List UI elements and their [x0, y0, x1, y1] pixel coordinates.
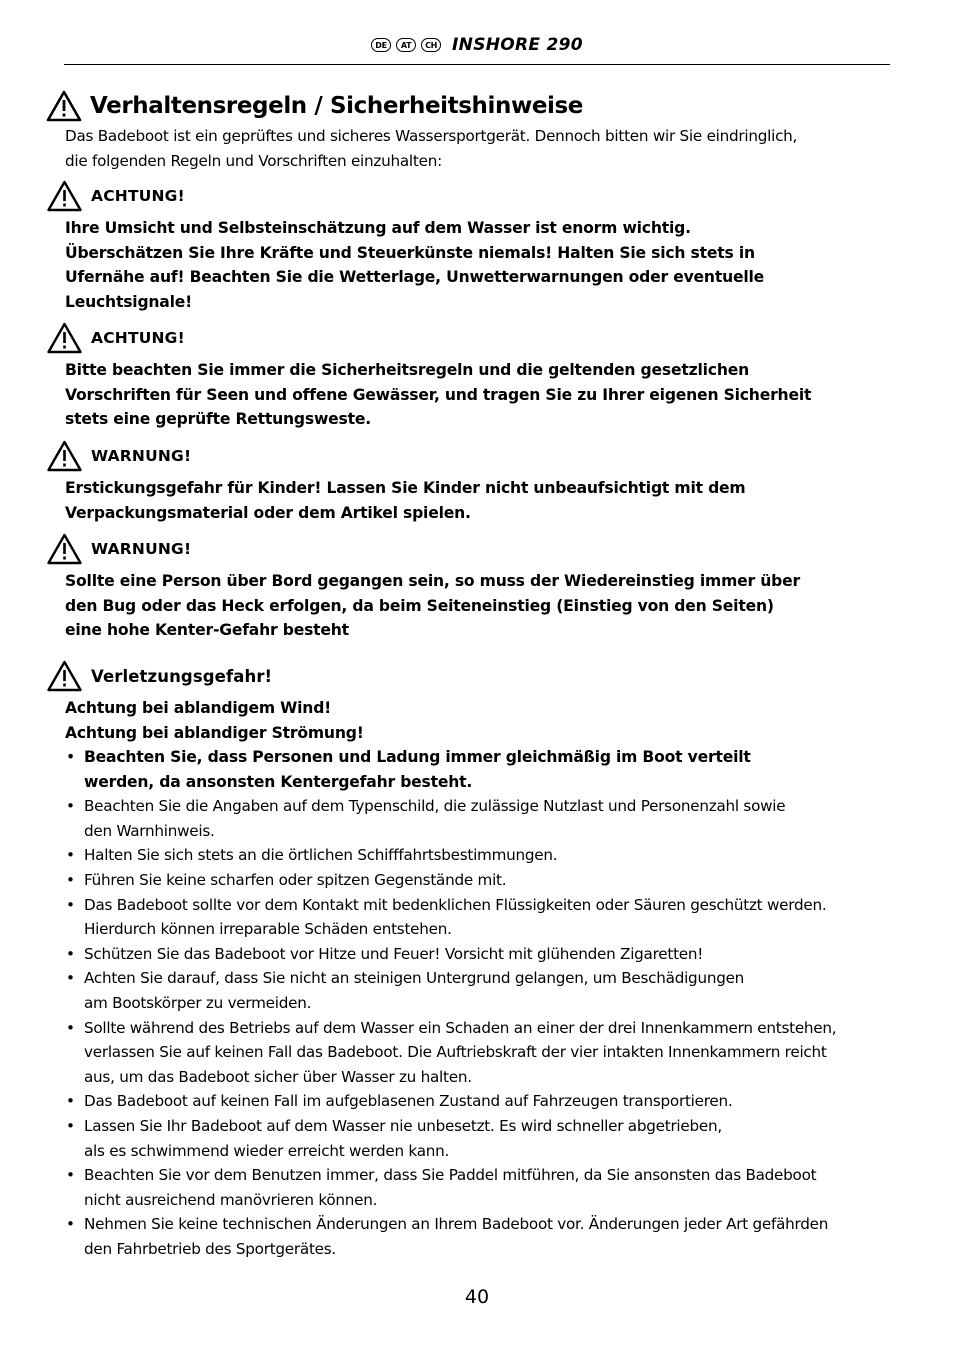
- safety-bullet-list: [65, 745, 895, 1261]
- page-number: 40: [464, 1286, 490, 1308]
- warning-line: Vorschriften für Seen und offene Gewässer, und tragen Sie zu Ihrer eigenen Sicherheit: [65, 385, 812, 404]
- warning-header-1: [46, 180, 185, 212]
- warning-triangle-icon: [46, 533, 83, 565]
- list-item-line: als es schwimmend wieder erreicht werden kann.: [84, 1141, 450, 1160]
- warning-text-2: [65, 358, 895, 432]
- warning-triangle-icon: [46, 180, 83, 212]
- warning-line: Bitte beachten Sie immer die Sicherheitsregeln und die geltenden gesetzlichen: [65, 361, 749, 379]
- warning-line: Überschätzen Sie Ihre Kräfte und Steuerkünste niemals! Halten Sie sich stets in: [65, 243, 755, 262]
- list-item-line: • Lassen Sie Ihr Badeboot auf dem Wasser nie unbesetzt. Es wird schneller abgetrieben,: [84, 1116, 722, 1135]
- list-item-line: am Bootskörper zu vermeiden.: [84, 993, 312, 1012]
- list-item-line: den Warnhinweis.: [84, 821, 215, 840]
- warning-line: Verpackungsmaterial oder dem Artikel spielen.: [65, 503, 471, 522]
- warning-line: Erstickungsgefahr für Kinder! Lassen Sie Kinder nicht unbeaufsichtigt mit dem: [65, 479, 746, 497]
- warning-line: Sollte eine Person über Bord gegangen sein, so muss der Wiedereinstieg immer über: [65, 572, 800, 590]
- injury-bold-line: Achtung bei ablandiger Strömung!: [65, 723, 364, 742]
- header-rule: [64, 64, 890, 65]
- warning-triangle-icon: [46, 440, 83, 472]
- list-item-line: • Beachten Sie vor dem Benutzen immer, dass Sie Paddel mitführen, da Sie ansonsten das Badeboot: [84, 1166, 817, 1185]
- list-item-line: • Führen Sie keine scharfen oder spitzen Gegenstände mit.: [84, 870, 507, 889]
- warning-triangle-icon: [46, 322, 83, 354]
- list-item-line: • Beachten Sie, dass Personen und Ladung immer gleichmäßig im Boot verteilt: [84, 748, 751, 766]
- section-title: Verhaltensregeln / Sicherheitshinweise: [90, 93, 583, 119]
- list-item-line: • Halten Sie sich stets an die örtlichen Schifffahrtsbestimmungen.: [84, 846, 558, 865]
- list-item: [65, 1016, 895, 1090]
- list-item-line: nicht ausreichend manövrieren können.: [84, 1190, 378, 1209]
- warning-header-2: [46, 322, 185, 354]
- list-item-line: • Sollte während des Betriebs auf dem Wasser ein Schaden an einer der drei Innenkammern entstehen,: [84, 1018, 837, 1037]
- warning-header-3: [46, 440, 191, 472]
- warning-line: den Bug oder das Heck erfolgen, da beim Seiteneinstieg (Einstieg von den Seiten): [65, 596, 774, 615]
- warning-label: ACHTUNG!: [91, 187, 185, 205]
- list-item: [65, 1114, 895, 1163]
- list-item: [65, 893, 895, 942]
- warning-text-3: [65, 476, 895, 525]
- injury-label: Verletzungsgefahr!: [91, 666, 273, 686]
- country-badge-ch: CH: [421, 38, 441, 52]
- country-badge-de: DE: [371, 38, 391, 52]
- list-item-line: • Nehmen Sie keine technischen Änderungen an Ihrem Badeboot vor. Änderungen jeder Art gefährden: [84, 1215, 829, 1234]
- list-item-line: Hierdurch können irreparable Schäden entstehen.: [84, 920, 452, 939]
- warning-line: stets eine geprüfte Rettungsweste.: [65, 410, 371, 428]
- list-item-line: • Schützen Sie das Badeboot vor Hitze und Feuer! Vorsicht mit glühenden Zigaretten!: [84, 944, 704, 963]
- list-item: [65, 942, 895, 967]
- list-item-line: • Das Badeboot sollte vor dem Kontakt mit bedenklichen Flüssigkeiten oder Säuren geschützt werden.: [84, 895, 827, 914]
- page-header: [0, 30, 954, 60]
- list-item-line: • Achten Sie darauf, dass Sie nicht an steinigen Untergrund gelangen, um Beschädigungen: [84, 969, 745, 988]
- warning-header-4: [46, 533, 191, 565]
- list-item: [65, 843, 895, 868]
- list-item-line: • Beachten Sie die Angaben auf dem Typenschild, die zulässige Nutzlast und Personenzahl sowie: [84, 797, 786, 816]
- warning-label: WARNUNG!: [91, 540, 192, 558]
- warning-line: Leuchtsignale!: [65, 292, 193, 311]
- warning-label: WARNUNG!: [91, 447, 192, 465]
- list-item: [65, 1089, 895, 1114]
- list-item-line: aus, um das Badeboot sicher über Wasser zu halten.: [84, 1067, 472, 1086]
- list-item: [65, 1163, 895, 1212]
- intro-line: die folgenden Regeln und Vorschriften einzuhalten:: [65, 151, 442, 170]
- warning-triangle-icon: [46, 90, 82, 122]
- list-item: [65, 794, 895, 843]
- list-item-line: verlassen Sie auf keinen Fall das Badeboot. Die Auftriebskraft der vier intakten Innenkammern reicht: [84, 1043, 827, 1062]
- warning-label: ACHTUNG!: [91, 329, 185, 347]
- list-item: [65, 745, 895, 794]
- warning-line: Ufernähe auf! Beachten Sie die Wetterlage, Unwetterwarnungen oder eventuelle: [65, 268, 765, 286]
- list-item-line: • Das Badeboot auf keinen Fall im aufgeblasenen Zustand auf Fahrzeugen transportieren.: [84, 1092, 733, 1111]
- list-item: [65, 868, 895, 893]
- intro-line: Das Badeboot ist ein geprüftes und sicheres Wassersportgerät. Dennoch bitten wir Sie eindringlich,: [65, 127, 798, 145]
- list-item: [65, 1212, 895, 1261]
- country-badge-at: AT: [396, 38, 416, 52]
- warning-line: eine hohe Kenter-Gefahr besteht: [65, 621, 349, 639]
- warning-triangle-icon: [46, 660, 83, 692]
- list-item-line: werden, da ansonsten Kentergefahr besteht.: [84, 772, 473, 791]
- injury-header: [46, 660, 272, 692]
- list-item-line: den Fahrbetrieb des Sportgerätes.: [84, 1239, 336, 1258]
- model-name: INSHORE 290: [452, 35, 583, 55]
- injury-bold-line: Achtung bei ablandigem Wind!: [65, 699, 332, 717]
- section-title-row: [46, 90, 583, 122]
- list-item: [65, 966, 895, 1015]
- warning-text-4: [65, 569, 895, 643]
- intro-paragraph: [65, 124, 895, 173]
- warning-text-1: [65, 216, 895, 314]
- warning-line: Ihre Umsicht und Selbsteinschätzung auf dem Wasser ist enorm wichtig.: [65, 219, 691, 237]
